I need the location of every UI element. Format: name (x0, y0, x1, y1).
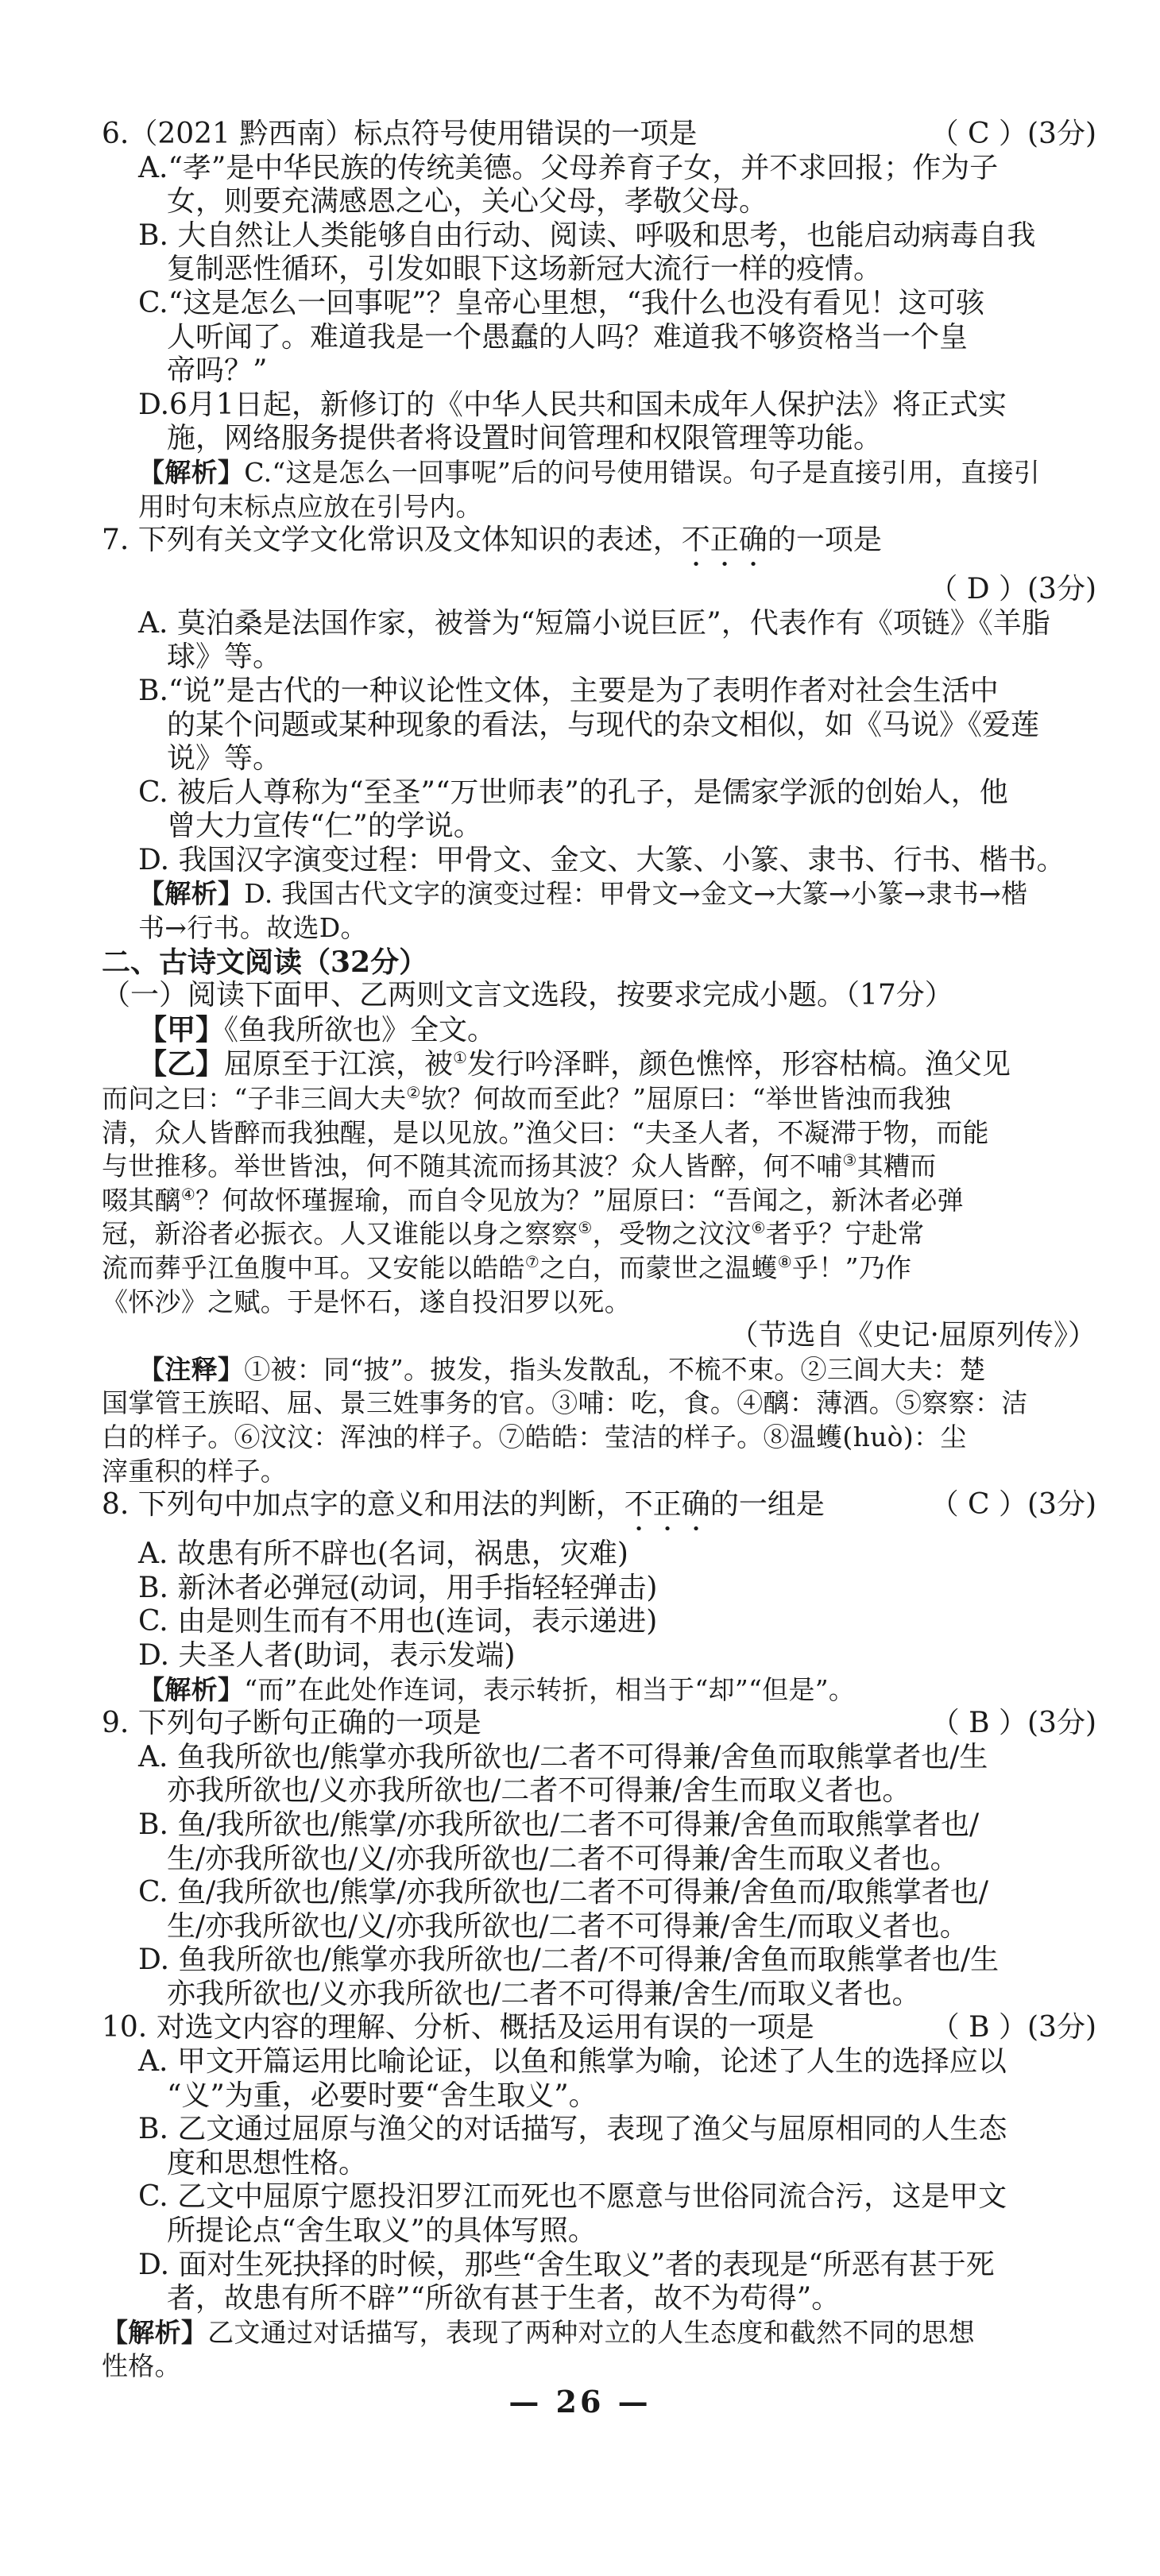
q7-option-d: D. 我国汉字演变过程：甲骨文、金文、大篆、小篆、隶书、行书、楷书。 (138, 843, 1065, 876)
q6-option-c-cont2: 帝吗？” (167, 354, 268, 388)
passage-yi-line (102, 1116, 1096, 1151)
q10-option-d-cont: 者，故患有所不辟”“所欲有甚于生者，故不为苟得”。 (167, 2282, 841, 2315)
q7-analysis-cont: 书→行书。故选D。 (138, 912, 367, 944)
footnote-mark: ③ (842, 1151, 857, 1170)
text: 与世推移。举世皆浊，何不随其流而扬其波？众人皆醉，何不哺 (102, 1151, 843, 1182)
q7-option-a-cont: 球》等。 (167, 640, 282, 674)
q9-stem-row (102, 1707, 1096, 1741)
q7-option-b: B.“说”是古代的一种议论性文体，主要是为了表明作者对社会生活中 (138, 674, 999, 707)
analysis-tag: 【解析】 (102, 2316, 208, 2348)
q9-option-b: B. 鱼/我所欲也/熊掌/亦我所欲也/二者不可得兼/舍鱼而取熊掌者也/ (138, 1808, 980, 1841)
text: 之白，而蒙世之温蠖 (539, 1252, 778, 1283)
q6-option-c: C.“这是怎么一回事呢”？皇帝心里想，“我什么也没有看见！这可骇 (138, 286, 984, 319)
q7-option-c: C. 被后人尊称为“至圣”“万世师表”的孔子，是儒家学派的创始人，他 (138, 776, 1008, 809)
q7-option-b-cont: 的某个问题或某种现象的看法，与现代的杂文相似，如《马说》《爱莲 (167, 708, 1040, 741)
page-number: — 26 — (508, 2384, 652, 2419)
q10-stem: 10. 对选文内容的理解、分析、概括及运用有误的一项是 (102, 2011, 814, 2044)
q6-option-c-cont: 人听闻了。难道我是一个愚蠢的人吗？难道我不够资格当一个皇 (167, 320, 969, 354)
q9-stem: 9. 下列句子断句正确的一项是 (102, 1707, 481, 1740)
notes-line: 白的样子。⑥汶汶：浑浊的样子。⑦皓皓：莹洁的样子。⑧温蠖(huò)：尘 (102, 1421, 967, 1452)
q8-option-b: B. 新沐者必弹冠(动词，用手指轻轻弹击) (138, 1571, 658, 1604)
q6-analysis-cont: 用时句末标点应放在引号内。 (138, 490, 482, 522)
q8-stem-row (102, 1488, 1096, 1537)
section-intro: （一）阅读下面甲、乙两则文言文选段，按要求完成小题。（17分） (102, 979, 953, 1012)
passage-source: （节选自《史记·屈原列传》） (729, 1319, 1096, 1352)
text: 乎！”乃作 (791, 1252, 912, 1283)
q7-option-a: A. 莫泊桑是法国作家，被誉为“短篇小说巨匠”，代表作有《项链》《羊脂 (138, 606, 1050, 640)
q6-stem-row (102, 118, 1096, 152)
q8-option-d: D. 夫圣人者(助词，表示发端) (138, 1638, 516, 1672)
q6-option-a-cont: 女，则要充满感恩之心，关心父母，孝敬父母。 (167, 185, 768, 219)
passage-yi-line (102, 1047, 1096, 1082)
footnote-mark: ⑧ (777, 1252, 792, 1271)
q6-option-a: A.“孝”是中华民族的传统美德。父母养育子女，并不求回报；作为子 (138, 151, 999, 184)
text: 屈原至于江滨，被 (224, 1048, 454, 1081)
q8-stem-emphasis: 不正确 (624, 1488, 710, 1522)
text: 其糟而 (856, 1151, 937, 1182)
q9-option-d: D. 鱼我所欲也/熊掌亦我所欲也/二者/不可得兼/舍鱼而取熊掌者也/生 (138, 1944, 1000, 1977)
text: ？何故怀瑾握瑜，而自令见放为？”屈原曰：“吾闻之，新沐者必弹 (195, 1184, 964, 1216)
q8-analysis-text: “而”在此处作连词，表示转折，相当于“却”“但是”。 (244, 1673, 856, 1705)
notes-tag: 【注释】 (138, 1353, 245, 1385)
q7-option-b-cont2: 说》等。 (167, 742, 282, 776)
notes-line: 滓重积的样子。 (102, 1455, 288, 1487)
text: 欤？何故而至此？”屈原曰：“举世皆浊而我独 (420, 1083, 951, 1115)
q6-option-b-cont: 复制恶性循环，引发如眼下这场新冠大流行一样的疫情。 (167, 253, 883, 286)
q8-option-c: C. 由是则生而有不用也(连词，表示递进) (138, 1605, 658, 1638)
q10-analysis-text: 乙文通过对话描写，表现了两种对立的人生态度和截然不同的思想 (207, 2316, 975, 2348)
passage-yi-line (102, 1251, 1096, 1286)
q7-stem-emphasis: 不正确 (681, 524, 768, 557)
q10-option-a: A. 甲文开篇运用比喻论证，以鱼和熊掌为喻，论述了人生的选择应以 (138, 2045, 1007, 2079)
footnote-mark: ② (406, 1083, 421, 1103)
q6-answer: （ C ）(3分) (930, 118, 1096, 150)
q9-option-a: A. 鱼我所欲也/熊掌亦我所欲也/二者不可得兼/舍鱼而取熊掌者也/生 (138, 1740, 988, 1773)
text: 《怀沙》之赋。于是怀石，遂自投汨罗以死。 (102, 1286, 631, 1317)
footnote-mark: ⑦ (524, 1252, 540, 1271)
passage-yi-line (102, 1082, 1096, 1116)
q7-analysis-text: D. 我国古代文字的演变过程：甲骨文→金文→大篆→小篆→隶书→楷 (244, 878, 1028, 910)
q6-option-b: B. 大自然让人类能够自由行动、阅读、呼吸和思考，也能启动病毒自我 (138, 219, 1036, 252)
q10-analysis (102, 2316, 1096, 2350)
q6-option-d-cont: 施，网络服务提供者将设置时间管理和权限管理等功能。 (167, 422, 883, 455)
footnote-mark: ④ (180, 1184, 196, 1204)
q10-answer: （ B ）(3分) (930, 2011, 1096, 2044)
q10-option-c: C. 乙文中屈原宁愿投汨罗江而死也不愿意与世俗同流合污，这是甲文 (138, 2180, 1007, 2214)
text: 清，众人皆醉而我独醒，是以见放。”渔父曰：“夫圣人者，不凝滞于物，而能 (102, 1116, 989, 1148)
text: 啜其醨 (102, 1184, 181, 1216)
q7-answer: （ D ）(3分) (929, 573, 1096, 606)
footnote-mark: ⑤ (578, 1218, 593, 1238)
passage-yi-line (102, 1286, 1096, 1320)
q7-stem-b: 的一项是 (767, 524, 882, 557)
text: 者乎？宁赴常 (765, 1218, 925, 1250)
q8-stem (102, 1488, 825, 1537)
analysis-tag: 【解析】 (138, 456, 245, 488)
q9-answer: （ B ）(3分) (930, 1707, 1096, 1740)
text: 的一组是 (710, 1488, 825, 1522)
notes-line (102, 1353, 1096, 1387)
q10-option-b-cont: 度和思想性格。 (167, 2146, 368, 2180)
text: 发行吟泽畔，颜色憔悴，形容枯槁。渔父见 (466, 1048, 1011, 1081)
passage-yi-line (102, 1150, 1096, 1184)
q6-option-d: D.6月1日起，新修订的《中华人民共和国未成年人保护法》将正式实 (138, 388, 1007, 421)
q10-option-c-cont: 所提论点“舍生取义”的具体写照。 (167, 2214, 597, 2248)
q10-option-a-cont: “义”为重，必要时要“舍生取义”。 (167, 2079, 597, 2112)
q9-option-c-cont: 生/亦我所欲也/义/亦我所欲也/二者不可得兼/舍生/而取义者也。 (167, 1909, 969, 1943)
passage-jia-text: 《鱼我所欲也》全文。 (224, 1013, 497, 1046)
footnote-mark: ⑥ (751, 1218, 766, 1238)
q10-stem-row (102, 2011, 1096, 2045)
text: 冠，新浴者必振衣。人又谁能以身之察察 (102, 1218, 578, 1250)
q10-option-d: D. 面对生死抉择的时候，那些“舍生取义”者的表现是“所恶有甚于死 (138, 2248, 995, 2281)
text: 8. 下列句中加点字的意义和用法的判断， (102, 1488, 624, 1522)
text: 流而葬乎江鱼腹中耳。又安能以皓皓 (102, 1252, 525, 1283)
analysis-tag: 【解析】 (138, 878, 245, 910)
text: 而问之曰：“子非三闾大夫 (102, 1083, 407, 1115)
q8-analysis (102, 1673, 1096, 1708)
q9-option-a-cont: 亦我所欲也/义亦我所欲也/二者不可得兼/舍生而取义者也。 (167, 1774, 911, 1808)
q7-stem (102, 524, 1096, 573)
q8-option-a: A. 故患有所不辟也(名词，祸患，灾难) (138, 1537, 628, 1571)
passage-yi-tag: 【乙】 (138, 1047, 225, 1081)
text: ①被：同“披”。披发，指头发散乱，不梳不束。②三闾大夫：楚 (244, 1353, 986, 1385)
analysis-tag: 【解析】 (138, 1673, 245, 1705)
notes-line: 国掌管王族昭、屈、景三姓事务的官。③哺：吃，食。④醨：薄酒。⑤察察：洁 (102, 1387, 1028, 1419)
passage-yi-line (102, 1184, 1096, 1218)
q9-option-d-cont: 亦我所欲也/义亦我所欲也/二者不可得兼/舍生/而取义者也。 (167, 1977, 921, 2010)
q8-answer: （ C ）(3分) (930, 1488, 1096, 1522)
q7-stem-a: 7. 下列有关文学文化常识及文体知识的表述， (102, 524, 682, 557)
passage-jia (102, 1013, 1096, 1048)
passage-yi-line (102, 1217, 1096, 1251)
footnote-mark: ① (453, 1048, 467, 1068)
text: ，受物之汶汶 (592, 1218, 752, 1250)
q7-option-c-cont: 曾大力宣传“仁”的学说。 (167, 810, 482, 843)
q10-analysis-cont: 性格。 (102, 2350, 181, 2382)
passage-jia-tag: 【甲】 (138, 1012, 225, 1046)
q6-stem: 6.（2021 黔西南）标点符号使用错误的一项是 (102, 118, 698, 150)
q7-analysis (102, 877, 1096, 911)
q6-analysis (102, 456, 1096, 490)
section-heading: 二、古诗文阅读（32分） (102, 945, 428, 979)
q6-analysis-text: C.“这是怎么一回事呢”后的问号使用错误。句子是直接引用，直接引 (244, 456, 1041, 488)
q9-option-c: C. 鱼/我所欲也/熊掌/亦我所欲也/二者不可得兼/舍鱼而/取熊掌者也/ (138, 1876, 989, 1909)
q9-option-b-cont: 生/亦我所欲也/义/亦我所欲也/二者不可得兼/舍生而取义者也。 (167, 1842, 959, 1875)
q10-option-b: B. 乙文通过屈原与渔父的对话描写，表现了渔父与屈原相同的人生态 (138, 2113, 1007, 2146)
